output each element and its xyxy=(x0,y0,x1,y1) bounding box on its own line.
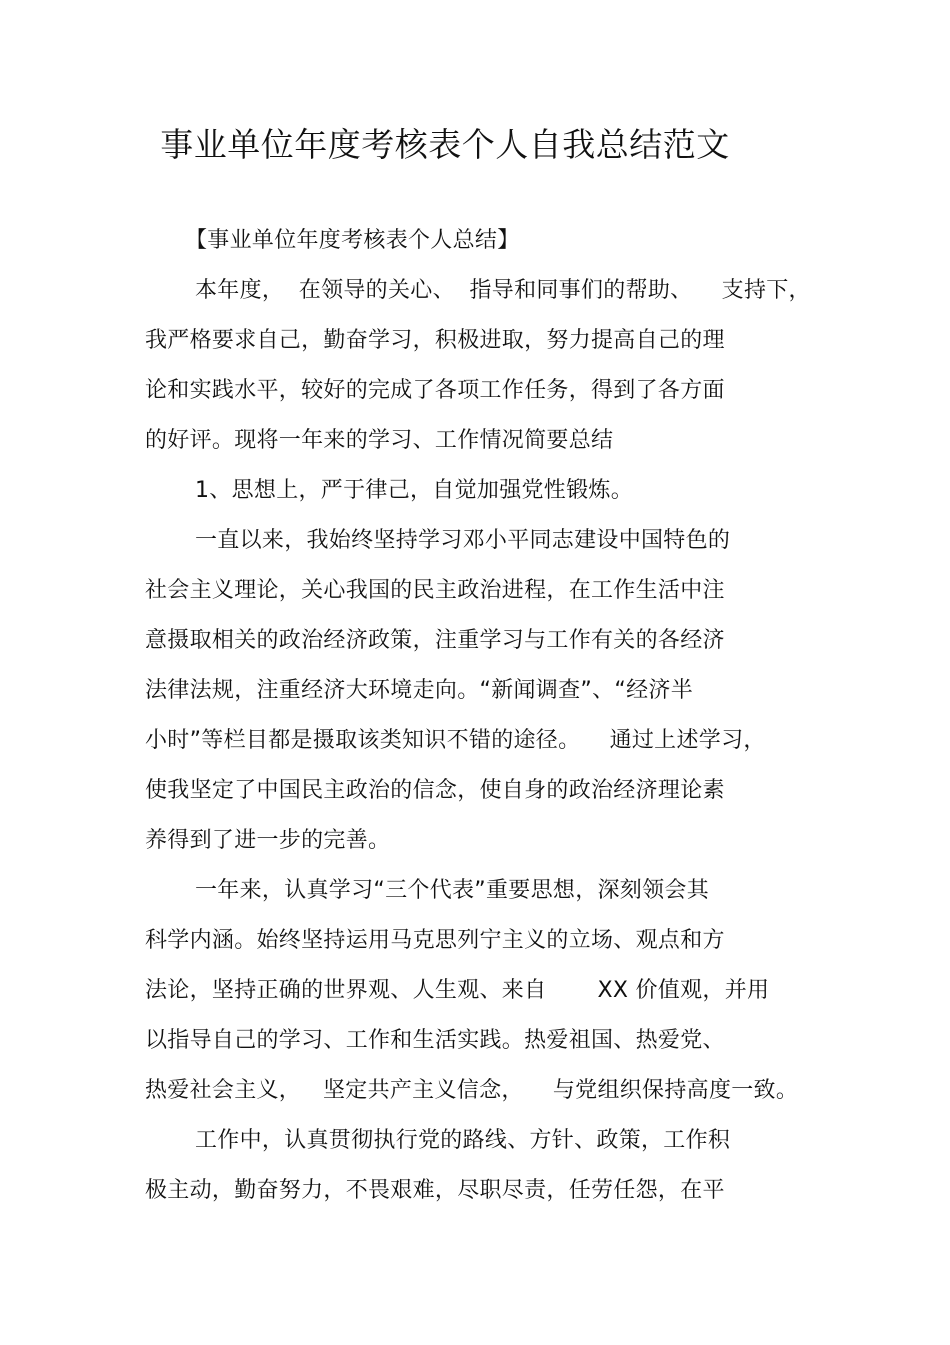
paragraph-line: 养得到了进一步的完善。 xyxy=(145,828,391,853)
paragraph-line: 工作中，认真贯彻执行党的路线、方针、政策，工作积 xyxy=(195,1128,731,1153)
paragraph-line: 使我坚定了中国民主政治的信念，使自身的政治经济理论素 xyxy=(145,778,725,803)
paragraph-line: 小时”等栏目都是摄取该类知识不错的途径。 通过上述学习， xyxy=(145,728,766,753)
document-title: 事业单位年度考核表个人自我总结范文 xyxy=(160,125,730,164)
paragraph-line: 我严格要求自己，勤奋学习，积极进取，努力提高自己的理 xyxy=(145,328,725,353)
paragraph-line: 极主动，勤奋努力，不畏艰难，尽职尽责，任劳任怨，在平 xyxy=(145,1178,725,1203)
paragraph-line: 一年来，认真学习“三个代表”重要思想，深刻领会其 xyxy=(195,878,709,903)
paragraph-line: 的好评。现将一年来的学习、工作情况简要总结 xyxy=(145,428,614,453)
paragraph-line: 论和实践水平，较好的完成了各项工作任务，得到了各方面 xyxy=(145,378,725,403)
paragraph-line: 科学内涵。始终坚持运用马克思列宁主义的立场、观点和方 xyxy=(145,928,725,953)
paragraph-line: 一直以来，我始终坚持学习邓小平同志建设中国特色的 xyxy=(195,528,731,553)
paragraph-line: 社会主义理论，关心我国的民主政治进程，在工作生活中注 xyxy=(145,578,725,603)
document-subheading: 【事业单位年度考核表个人总结】 xyxy=(185,228,520,253)
paragraph-line: 热爱社会主义， 坚定共产主义信念， 与党组织保持高度一致。 xyxy=(145,1078,799,1103)
section-heading: 1、思想上，严于律己，自觉加强党性锻炼。 xyxy=(195,478,633,503)
paragraph-line: 本年度， 在领导的关心、 指导和同事们的帮助、 支持下， xyxy=(195,278,811,303)
paragraph-line: 法论，坚持正确的世界观、人生观、来自 XX 价值观，并用 xyxy=(145,978,770,1003)
paragraph-line: 以指导自己的学习、工作和生活实践。热爱祖国、热爱党、 xyxy=(145,1028,725,1053)
paragraph-line: 意摄取相关的政治经济政策，注重学习与工作有关的各经济 xyxy=(145,628,725,653)
paragraph-line: 法律法规，注重经济大环境走向。“新闻调查”、“经济半 xyxy=(145,678,693,703)
